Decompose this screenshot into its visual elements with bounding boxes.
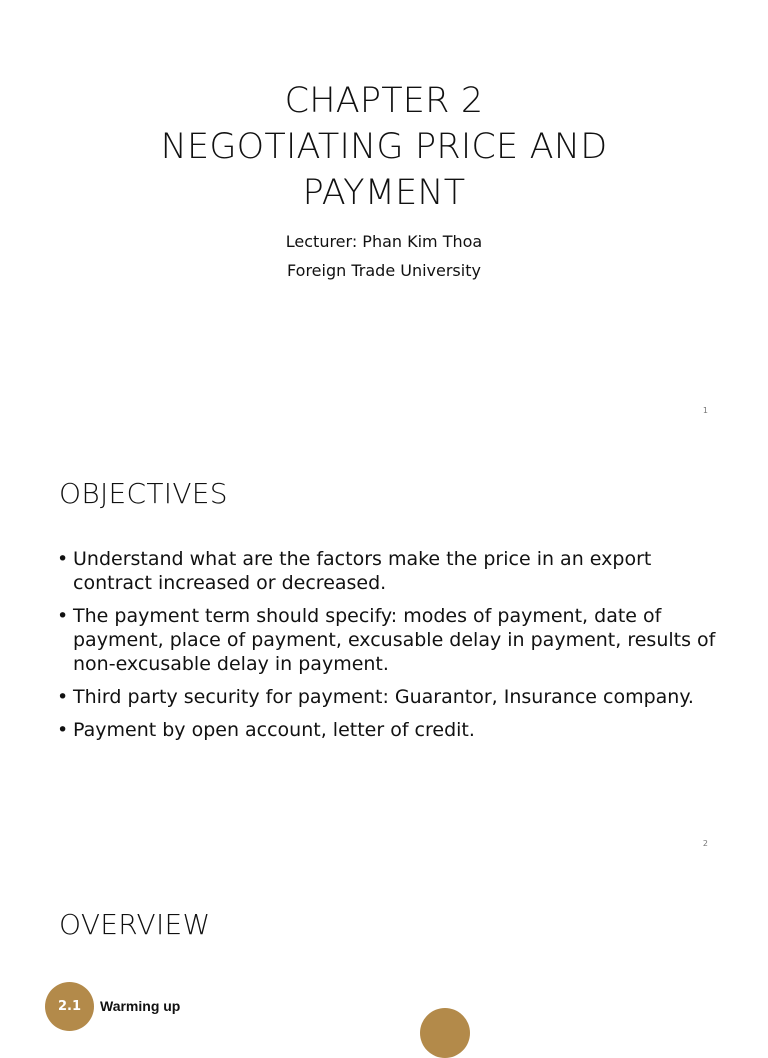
list-item — [57, 547, 717, 595]
bullet-text: Payment by open account, letter of credit. — [73, 719, 475, 741]
title-line-3: PAYMENT — [302, 173, 466, 213]
slide-objectives — [0, 433, 768, 866]
objectives-list — [57, 547, 717, 751]
title-line-1: CHAPTER 2 — [284, 81, 484, 121]
lecturer-text: Lecturer: Phan Kim Thoa — [285, 232, 483, 251]
bullet-icon: • — [57, 719, 69, 741]
list-item — [57, 604, 717, 676]
slide-title — [0, 0, 768, 433]
bullet-icon: • — [57, 686, 69, 708]
bullet-text: The payment term should specify: modes of payment, date of payment, place of payment, excusable delay in payment, results of non-excusable delay in payment. — [73, 605, 716, 675]
bullet-text: Understand what are the factors make the price in an export contract increased or decreased. — [73, 548, 652, 594]
slide-overview — [0, 866, 768, 1024]
slide-subtitle — [0, 227, 768, 285]
list-item — [57, 718, 717, 742]
bullet-icon: • — [57, 605, 69, 627]
page-number: 2 — [702, 839, 708, 848]
bullet-text: Third party security for payment: Guarantor, Insurance company. — [73, 686, 694, 708]
university-text: Foreign Trade University — [287, 261, 481, 280]
overview-heading: OVERVIEW — [59, 908, 211, 941]
item-label: Warming up — [100, 998, 181, 1014]
bullet-icon: • — [57, 548, 69, 570]
slide-title-heading — [0, 78, 768, 216]
page-number: 1 — [702, 406, 708, 415]
item-number-badge-partial — [420, 1008, 470, 1058]
objectives-heading: OBJECTIVES — [59, 477, 228, 510]
item-number-badge: 2.1 — [45, 982, 94, 1031]
list-item — [57, 685, 717, 709]
title-line-2: NEGOTIATING PRICE AND — [160, 127, 608, 167]
